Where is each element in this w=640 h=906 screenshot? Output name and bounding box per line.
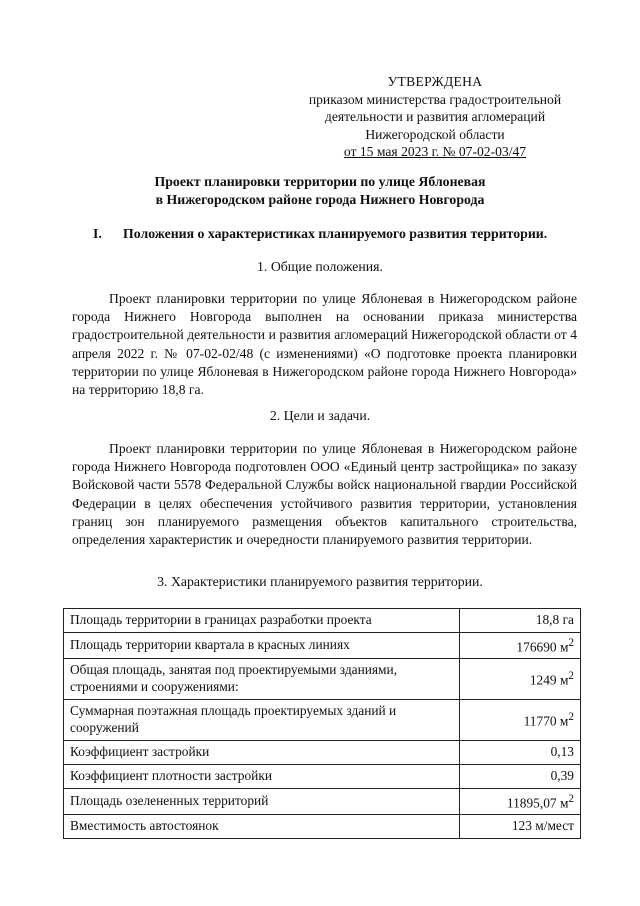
approval-line-3: Нижегородской области: [365, 126, 505, 142]
table-row: [64, 699, 581, 740]
paragraph-goals: Проект планировки территории по улице Яблоневая в Нижегородском районе города Нижнего Новгорода подготовлен ООО «Единый центр застройщика» по заказу Войсковой части 5578 Федеральной Службы войск национальной гвардии Российской Федерации в целях обеспечения устойчивого развития территории, установления границ зон планируемого размещения объектов капитального строительства, определения характеристик и очередности планируемого развития территории.: [72, 441, 577, 548]
row-value: 0,39: [460, 764, 581, 788]
table-row: [64, 764, 581, 788]
row-value: 123 м/мест: [460, 814, 581, 838]
section-title: Положения о характеристиках планируемого развития территории.: [123, 226, 548, 241]
section-number: I.: [93, 226, 102, 241]
row-value: 11770 $м^2$: [460, 699, 581, 740]
row-label: Коэффициент плотности застройки: [64, 764, 460, 788]
paragraph-general: Проект планировки территории по улице Яблоневая в Нижегородском районе города Нижнего Новгорода выполнен на основании приказа министерства градостроительной деятельности и развития агломераций Нижегородской области от 4 апреля 2022 г. № 07-02-02/48 (с изменениями) «О подготовке проекта планировки территории по улице Яблоневая в Нижегородском районе города Нижнего Новгорода» на территорию 18,8 га.: [72, 291, 577, 398]
row-label: Суммарная поэтажная площадь проектируемых зданий и сооружений: [64, 699, 460, 740]
row-label: Площадь территории квартала в красных линиях: [64, 633, 460, 659]
approval-date: от 15 мая 2023 г. № 07-02-03/47: [343, 144, 527, 159]
subsection-heading-goals: 2. Цели и задачи.: [269, 408, 371, 423]
approval-title: УТВЕРЖДЕНА: [387, 74, 483, 89]
row-label: Общая площадь, занятая под проектируемыми зданиями, строениями и сооружениями:: [64, 658, 460, 699]
row-value: 1249 $м^2$: [460, 658, 581, 699]
table-row: [64, 658, 581, 699]
row-label: Площадь озелененных территорий: [64, 788, 460, 814]
document-title-line-1: Проект планировки территории по улице Яблоневая: [154, 174, 486, 189]
row-label: Площадь территории в границах разработки проекта: [64, 609, 460, 633]
approval-line-1: приказом министерства градостроительной: [308, 91, 562, 107]
row-value: 0,13: [460, 740, 581, 764]
table-row: [64, 788, 581, 814]
characteristics-table: [63, 608, 581, 839]
row-value: 176690 $м^2$: [460, 633, 581, 659]
row-value: 18,8 га: [460, 609, 581, 633]
section-heading: [93, 226, 593, 242]
table-row: [64, 814, 581, 838]
row-label: Коэффициент застройки: [64, 740, 460, 764]
table-row: [64, 633, 581, 659]
subsection-heading-characteristics: 3. Характеристики планируемого развития территории.: [157, 574, 483, 589]
approval-block: [300, 73, 570, 161]
document-title: [60, 173, 580, 209]
row-label: Вместимость автостоянок: [64, 814, 460, 838]
table-row: [64, 609, 581, 633]
table-row: [64, 740, 581, 764]
document-title-line-2: в Нижегородском районе города Нижнего Новгорода: [155, 192, 485, 207]
subsection-heading-general: 1. Общие положения.: [257, 259, 383, 274]
approval-line-2: деятельности и развития агломераций: [324, 109, 546, 124]
row-value: 11895,07 $м^2$: [460, 788, 581, 814]
